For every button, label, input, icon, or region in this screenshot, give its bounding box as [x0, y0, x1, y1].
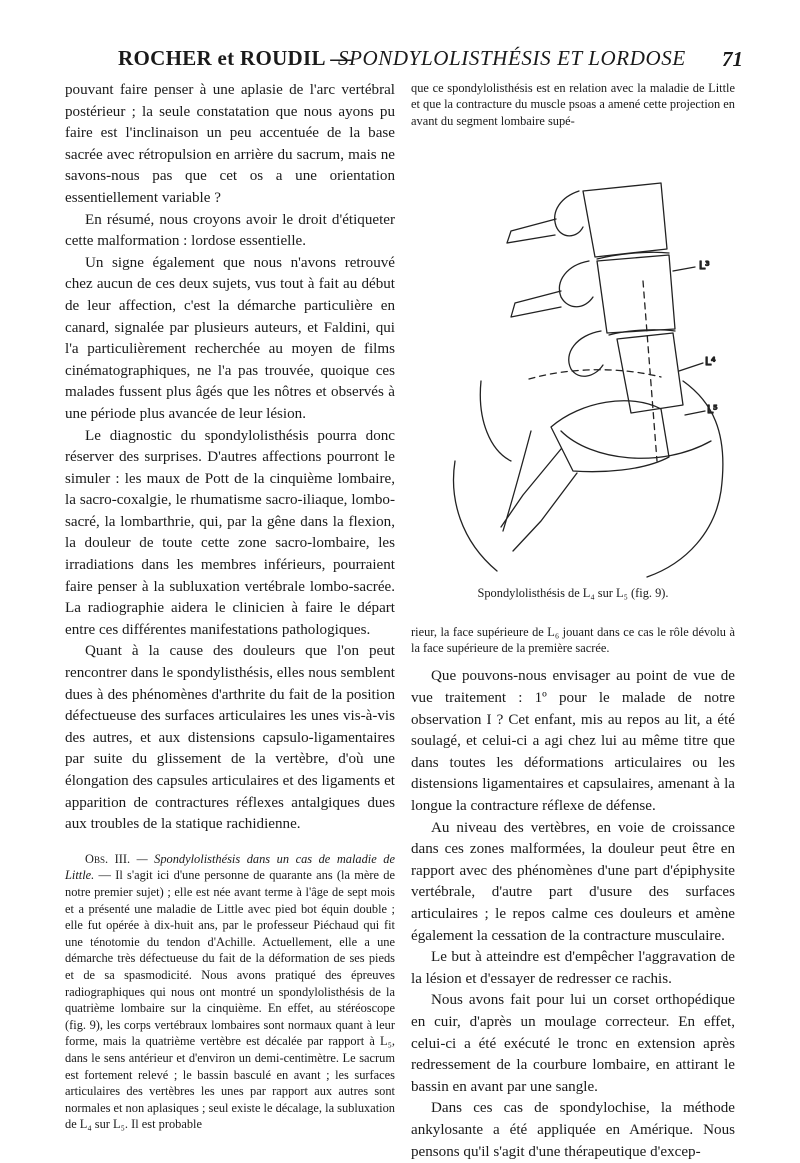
paragraph: Dans ces cas de spondylochise, la méthode ankylosante a été appliquée en Amérique. Nous pensons qu'il s'agit d'une thérapeutique d'excep- [411, 1100, 735, 1160]
paragraph: que ce spondylolisthésis est en relation avec la maladie de Little et que la contracture du muscle psoas a amené cette projection en avant du segment lombaire supé- [411, 81, 735, 128]
paragraph: En résumé, nous croyons avoir le droit d'étiqueter cette malformation : lordose essentielle. [65, 211, 395, 250]
paragraph: pouvant faire penser à une aplasie de l'arc vertébral postérieur ; la seule constatation que nous ayons pu faire est l'inclinaison un peu accentuée de la base sacrée avec rétropulsion en arrière du sacrum, mais ne savons-nous pas que cet os a une orientation essentiellement variable ? [65, 82, 395, 206]
page-number: 71 [722, 47, 743, 71]
label-leader [685, 411, 705, 415]
right-column [411, 80, 735, 1163]
vertebra-l2 [583, 183, 667, 257]
posterior-process [511, 291, 561, 317]
observation-text: — Il s'agit ici d'une personne de quarante ans (la mère de notre premier sujet) ; elle est née avant terme à l'âge de sept mois et a présenté une maladie de Little avec pied bot équin double ; elle fut opérée à dix-huit ans, par le professeur Piéchaud qui fit une ténotomie du tendon d'Achille. Actuellement, elle a une démarche très défectueuse du fait de la déformation de ses pieds et de sa spasmodicité. Nous avons pratiqué des épreuves radiographiques qui nous ont montré un spondylolisthésis de la quatrième lombaire sur la cinquième. En effet, au stéréoscope (fig. 9), les corps vertébraux lombaires sont normaux quant à leur forme, mais la quatrième vertèbre est décalée par rapport à L₅, dans le sens antérieur et d'environ un demi-centimètre. Le sacrum est fortement relevé ; le bassin basculé en avant ; les surfaces articulaires des vertèbres les unes par rapport aux autres sont normales et non aplasiques ; seul existe le décalage, la subluxation de L₄ sur L₅. Il est probable [65, 868, 395, 1132]
observation-paragraph [65, 851, 395, 1133]
label-leader [679, 363, 703, 371]
vertebra-l3 [597, 255, 675, 333]
header-title: SPONDYLOLISTHÉSIS ET LORDOSE [338, 46, 686, 70]
paragraph: Un signe également que nous n'avons retrouvé chez aucun de ces deux sujets, vus tout à fait au début de leur affection, c'est la démarche particulière en canard, signalée par plusieurs auteurs, et Faldini, qui l'a particulièrement recherchée au moyen de films cinématographiques, ne l'a pas trouvée, quoique ces malades fussent plus âgés que les nôtres et observés à une période plus avancée de leur lésion. [65, 254, 395, 422]
figure-label-l4: L⁴ [705, 354, 716, 368]
paragraph: Que pouvons-nous envisager au point de vue de vue traitement : 1º pour le malade de notre observation I ? Cet enfant, mis au repos au lit, a été soulagé, et celui-ci a agi chez lui au même titre que dans toutes les déformations articulaires ou les distensions ligamentaires et capsulaires, amenant à la longue la contracture réflexe de défense. [411, 668, 735, 815]
spine-drawing [411, 131, 735, 586]
posterior-process [507, 219, 556, 243]
figure-label-l5: L⁵ [707, 402, 718, 416]
observation-title: — Spondylolisthésis dans un cas de maladie de Little. [65, 851, 395, 883]
label-leader [673, 267, 695, 271]
dashed-line [529, 370, 661, 379]
observation-label: Obs. III. [85, 851, 131, 866]
paragraph: Nous avons fait pour lui un corset orthopédique en cuir, d'après un moulage correcteur. En effet, celui-ci a été exécuté le tronc en extension après redressement de la courbure lombaire, en attirant le bassin en avant par une sangle. [411, 992, 735, 1095]
left-column [65, 80, 395, 1133]
posterior-process [555, 191, 583, 236]
paragraph: Le diagnostic du spondylolisthésis pourra donc réserver des surprises. D'autres affections pourront le simuler : les maux de Pott de la cinquième lombaire, la sacro-coxalgie, le rhumatisme sacro-iliaque, lombo-sacré, la lombarthrie, qui, par la gêne dans la flexion, la douleur de toute cette zone sacro-lombaire, les irradiations dans les membres inférieurs, pourraient faire penser à la subluxation vertébrale lombo-sacrée. La radiographie aidera le clinicien à faire le départ entre ces différentes manifestations pathologiques. [65, 427, 395, 638]
pelvis-outline [561, 431, 711, 458]
header-authors: ROCHER et ROUDIL — [118, 46, 352, 70]
paragraph: Le but à atteindre est d'empêcher l'aggravation de la lésion et d'essayer de redresser ce rachis. [411, 949, 735, 987]
paragraph: Quant à la cause des douleurs que l'on peut rencontrer dans le spondylisthésis, elles nous semblent dues à des phénomènes d'arthrite du fait de la position défectueuse des surfaces articulaires les unes vis-à-vis des autres, et aux distensions capsulo-ligamentaires par suite du glissement de la vertèbre, d'où une élongation des capsules articulaires et des ligaments et apparition de contractures réflexes antalgiques dues aux troubles de la statique rachidienne. [65, 643, 395, 833]
pelvis-outline [480, 381, 511, 461]
figure-caption: Spondylolisthésis de L₄ sur L₅ (fig. 9). [477, 585, 669, 600]
sacrum [503, 431, 577, 551]
paragraph: rieur, la face supérieure de L₆ jouant dans ce cas le rôle dévolu à la face supérieure de la première sacrée. [411, 624, 735, 656]
figure-label-l3: L³ [699, 258, 710, 272]
paragraph: Au niveau des vertèbres, en voie de croissance dans ces zones malformées, la douleur peut être en rapport avec des phénomènes d'une part d'épiphysite vertébrale, d'autre part d'usure des surfaces articulaires ; le repos calme ces douleurs et amène également la cessation de la contracture musculaire. [411, 819, 735, 944]
dashed-line [643, 281, 657, 461]
spine-figure [411, 131, 735, 600]
running-header [118, 46, 743, 76]
posterior-process [559, 261, 593, 307]
vertebra-l5 [551, 401, 669, 472]
pelvis-outline [454, 461, 497, 571]
